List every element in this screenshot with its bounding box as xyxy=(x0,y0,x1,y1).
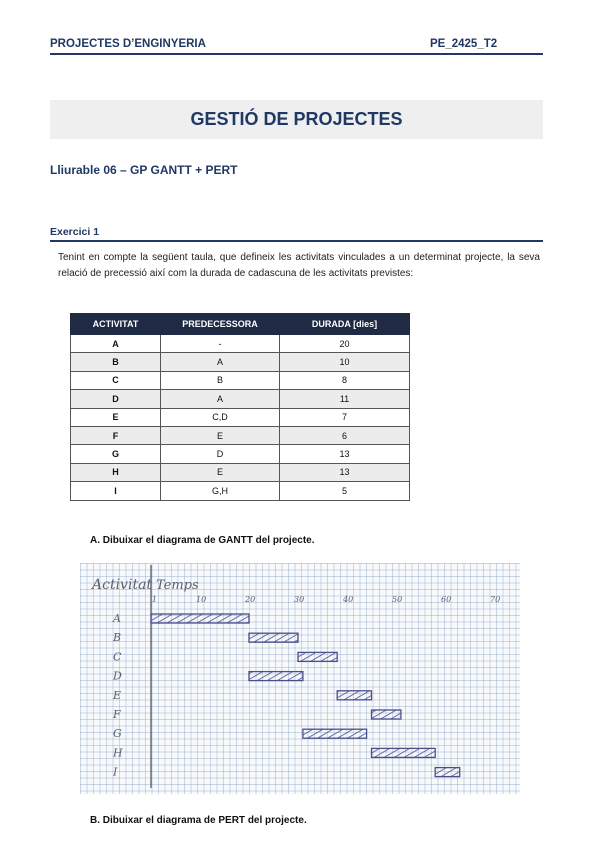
exercise-title: Exercici 1 xyxy=(50,226,100,238)
table-row xyxy=(71,390,410,408)
table-row xyxy=(71,463,410,481)
cell-activity: G xyxy=(71,445,161,463)
gantt-bar-e xyxy=(337,691,371,700)
header-divider xyxy=(50,53,543,55)
table-row xyxy=(71,445,410,463)
gantt-bar-a xyxy=(151,614,249,623)
cell-predecessor: D xyxy=(161,445,280,463)
cell-activity: I xyxy=(71,482,161,500)
gantt-bar-b xyxy=(249,633,298,642)
cell-duration: 13 xyxy=(280,463,410,481)
cell-activity: C xyxy=(71,371,161,389)
gantt-activity-d: D xyxy=(113,669,122,683)
gantt-tick-label: 40 xyxy=(343,595,354,604)
gantt-tick-label: 1 xyxy=(151,595,157,604)
table-header-row xyxy=(71,314,410,335)
gantt-tick-label: 70 xyxy=(490,595,501,604)
cell-activity: H xyxy=(71,463,161,481)
cell-activity: B xyxy=(71,353,161,371)
gantt-bar-f xyxy=(372,710,401,719)
cell-predecessor: C,D xyxy=(161,408,280,426)
cell-duration: 13 xyxy=(280,445,410,463)
cell-duration: 5 xyxy=(280,482,410,500)
question-a: A. Dibuixar el diagrama de GANTT del projecte. xyxy=(90,535,315,546)
gantt-tick-label: 60 xyxy=(441,595,452,604)
activities-table xyxy=(70,313,410,501)
col-header-predecessor: PREDECESSORA xyxy=(161,314,280,335)
gantt-activity-g: G xyxy=(113,727,122,741)
cell-predecessor: B xyxy=(161,371,280,389)
gantt-activity-e: E xyxy=(113,688,122,702)
cell-predecessor: A xyxy=(161,353,280,371)
gantt-time-label: Temps xyxy=(156,578,199,593)
gantt-activity-f: F xyxy=(113,708,121,721)
gantt-tick-label: 50 xyxy=(392,595,403,604)
header-course-title: PROJECTES D’ENGINYERIA xyxy=(50,38,206,50)
cell-activity: A xyxy=(71,335,161,353)
table-row xyxy=(71,482,410,500)
cell-predecessor: E xyxy=(161,463,280,481)
gantt-activity-i: I xyxy=(113,765,118,779)
table-row xyxy=(71,353,410,371)
gantt-tick-label: 10 xyxy=(196,595,207,604)
col-header-duration: DURADA [dies] xyxy=(280,314,410,335)
exercise-divider xyxy=(50,240,543,242)
deliverable-subtitle: Lliurable 06 – GP GANTT + PERT xyxy=(50,163,238,177)
cell-duration: 7 xyxy=(280,408,410,426)
page-title: GESTIÓ DE PROJECTES xyxy=(190,109,403,129)
gantt-activity-h: H xyxy=(113,746,123,760)
col-header-activity: ACTIVITAT xyxy=(71,314,161,335)
cell-predecessor: E xyxy=(161,426,280,444)
title-banner xyxy=(50,100,543,139)
table-row xyxy=(71,335,410,353)
cell-duration: 10 xyxy=(280,353,410,371)
gantt-tick-label: 30 xyxy=(294,595,305,604)
cell-predecessor: - xyxy=(161,335,280,353)
gantt-activity-a: A xyxy=(113,612,121,625)
gantt-activity-b: B xyxy=(113,631,122,645)
header-document-code: PE_2425_T2 xyxy=(430,38,498,50)
gantt-activity-c: C xyxy=(113,650,122,664)
gantt-activity-label: Activitat xyxy=(92,577,153,593)
table-row xyxy=(71,408,410,426)
gantt-sketch xyxy=(80,563,520,794)
cell-predecessor: G,H xyxy=(161,482,280,500)
gantt-bar-g xyxy=(303,729,367,738)
cell-activity: E xyxy=(71,408,161,426)
gantt-diagram xyxy=(80,563,520,794)
cell-activity: D xyxy=(71,390,161,408)
question-b: B. Dibuixar el diagrama de PERT del projecte. xyxy=(90,815,307,826)
gantt-bar-h xyxy=(372,748,436,757)
cell-duration: 11 xyxy=(280,390,410,408)
exercise-paragraph: Tenint en compte la següent taula, que defineix les activitats vinculades a un determinat projecte, la seva relació de precessió així com la durada de cadascuna de les activitats previstes: xyxy=(58,252,540,279)
cell-duration: 20 xyxy=(280,335,410,353)
gantt-bar-c xyxy=(298,652,337,661)
gantt-bar-i xyxy=(435,768,460,777)
cell-activity: F xyxy=(71,426,161,444)
gantt-tick-label: 20 xyxy=(245,595,256,604)
cell-duration: 8 xyxy=(280,371,410,389)
cell-predecessor: A xyxy=(161,390,280,408)
cell-duration: 6 xyxy=(280,426,410,444)
table-row xyxy=(71,426,410,444)
gantt-bar-d xyxy=(249,672,303,681)
table-row xyxy=(71,371,410,389)
